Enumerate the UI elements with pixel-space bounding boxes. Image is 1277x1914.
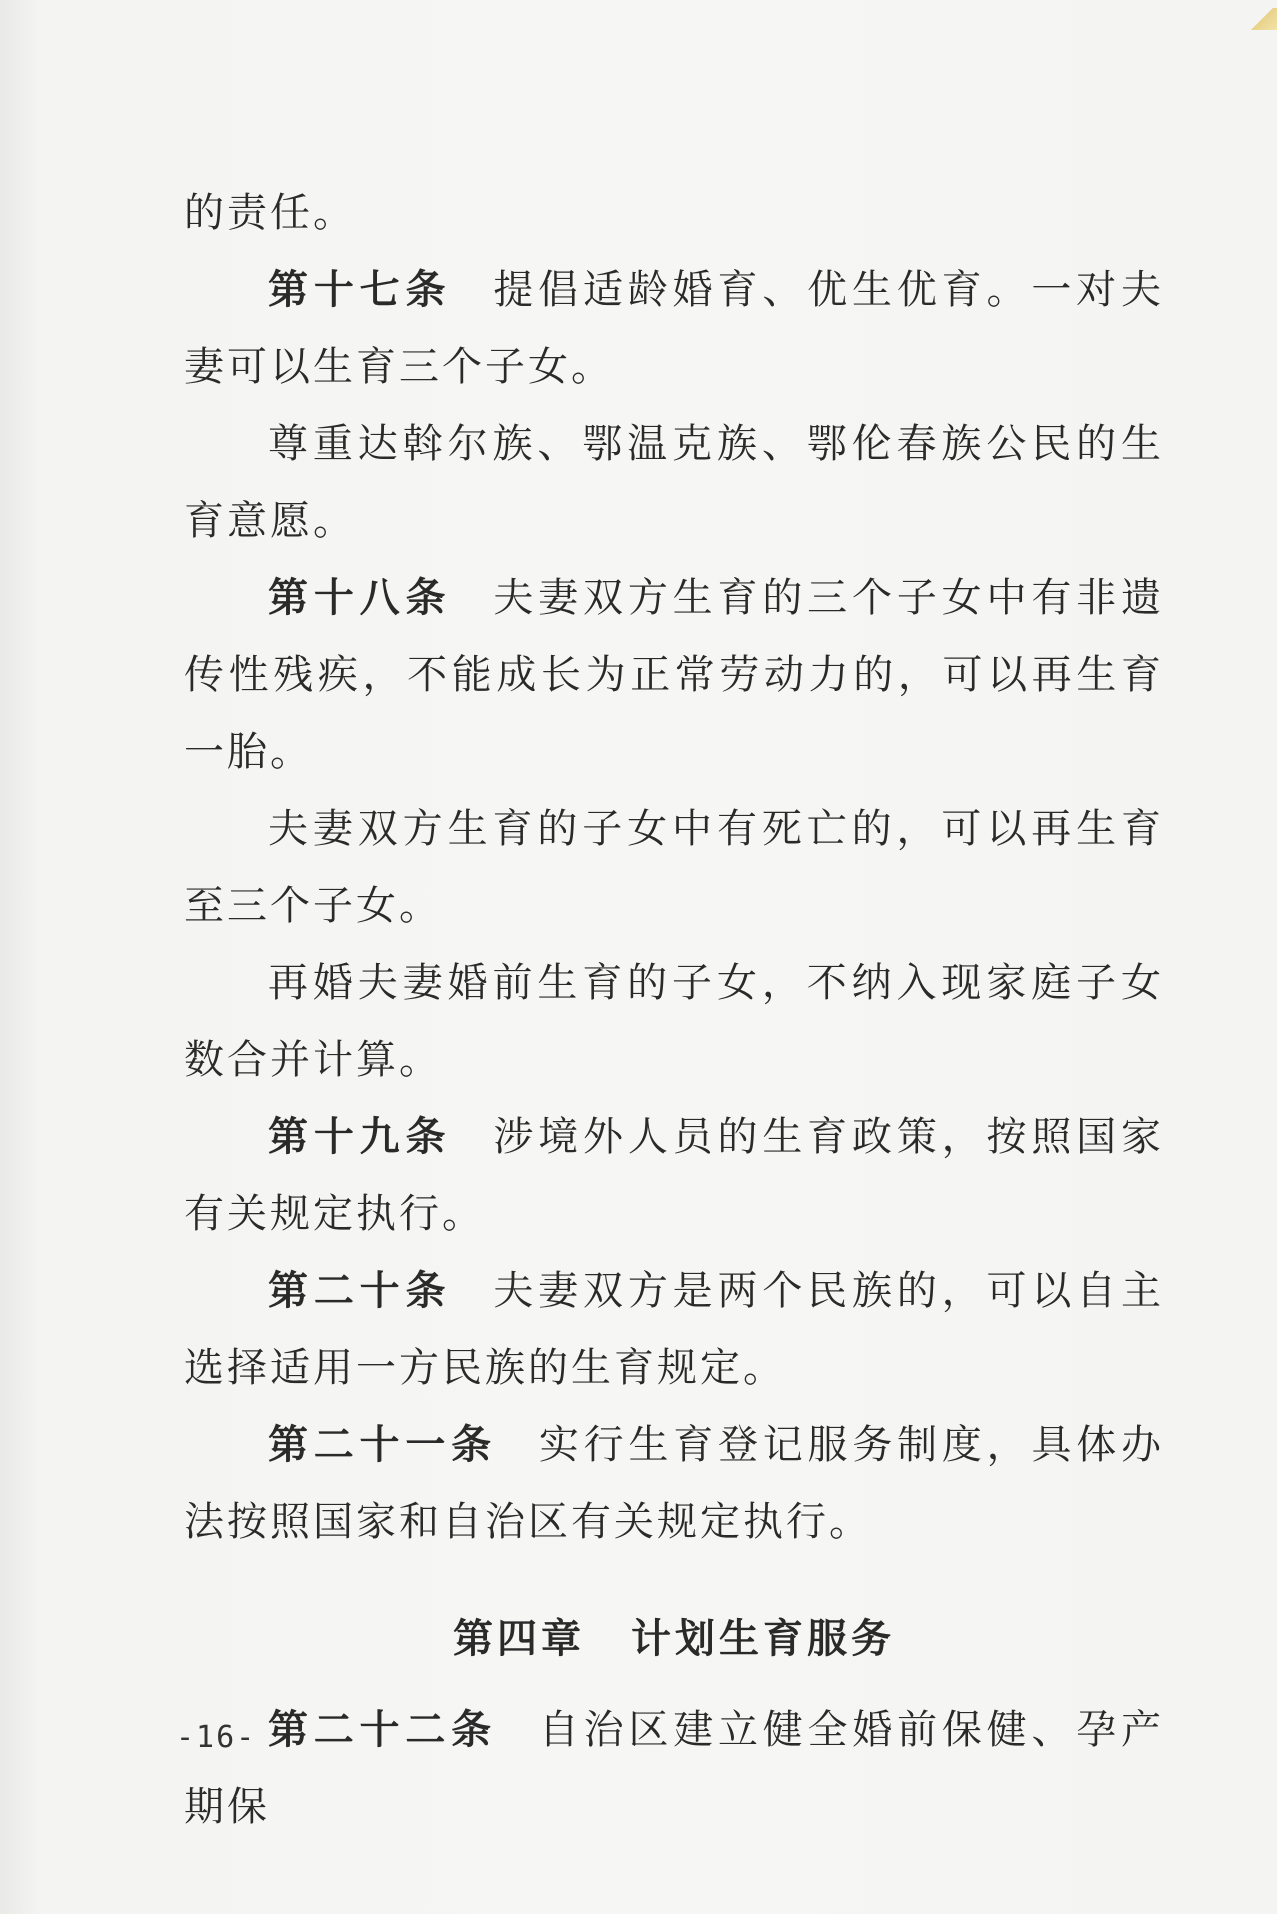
- paragraph: [184, 252, 1164, 406]
- paragraph-text: 再婚夫妻婚前生育的子女，不纳入现家庭子女数合并计算。: [184, 960, 1164, 1083]
- paragraph-text: 实行生育登记服务制度，具体办法按照国家和自治区有关规定执行。: [184, 1422, 1165, 1545]
- paragraph-text: 夫妻双方是两个民族的，可以自主选择适用一方民族的生育规定。: [184, 1268, 1165, 1391]
- article-number: 第二十一条: [268, 1422, 497, 1468]
- paragraph: [184, 945, 1164, 1099]
- article-number: 第十九条: [268, 1114, 452, 1160]
- page-number: -16-: [176, 1720, 257, 1755]
- article-number: 第十八条: [268, 575, 452, 621]
- paragraph: [184, 406, 1164, 560]
- paragraph-text: 提倡适龄婚育、优生优育。一对夫妻可以生育三个子女。: [184, 267, 1165, 390]
- paragraph: [184, 1407, 1164, 1561]
- article-number: 第二十二条: [268, 1707, 497, 1753]
- paragraph-text: 的责任。: [184, 190, 356, 236]
- paragraph: [184, 175, 1164, 252]
- corner-mark: [1251, 8, 1277, 30]
- paragraph-text: 夫妻双方生育的三个子女中有非遗传性残疾，不能成长为正常劳动力的，可以再生育一胎。: [184, 575, 1165, 775]
- chapter-title: 计划生育服务: [631, 1616, 895, 1662]
- paragraph: [184, 791, 1164, 945]
- paragraph: [184, 1253, 1164, 1407]
- paragraph-text: 尊重达斡尔族、鄂温克族、鄂伦春族公民的生育意愿。: [184, 421, 1164, 544]
- paragraph-text: 夫妻双方生育的子女中有死亡的，可以再生育至三个子女。: [184, 806, 1164, 929]
- article-number: 第二十条: [268, 1268, 452, 1314]
- paragraph: [184, 560, 1164, 791]
- chapter-number: 第四章: [453, 1616, 585, 1662]
- paragraph: [184, 1692, 1164, 1846]
- paragraph: [184, 1099, 1164, 1253]
- chapter-heading: [184, 1601, 1164, 1678]
- document-body: [184, 175, 1164, 1846]
- paragraph-text: 自治区建立健全婚前保健、孕产期保: [184, 1707, 1165, 1830]
- paragraph-text: 涉境外人员的生育政策，按照国家有关规定执行。: [184, 1114, 1165, 1237]
- article-number: 第十七条: [268, 267, 452, 313]
